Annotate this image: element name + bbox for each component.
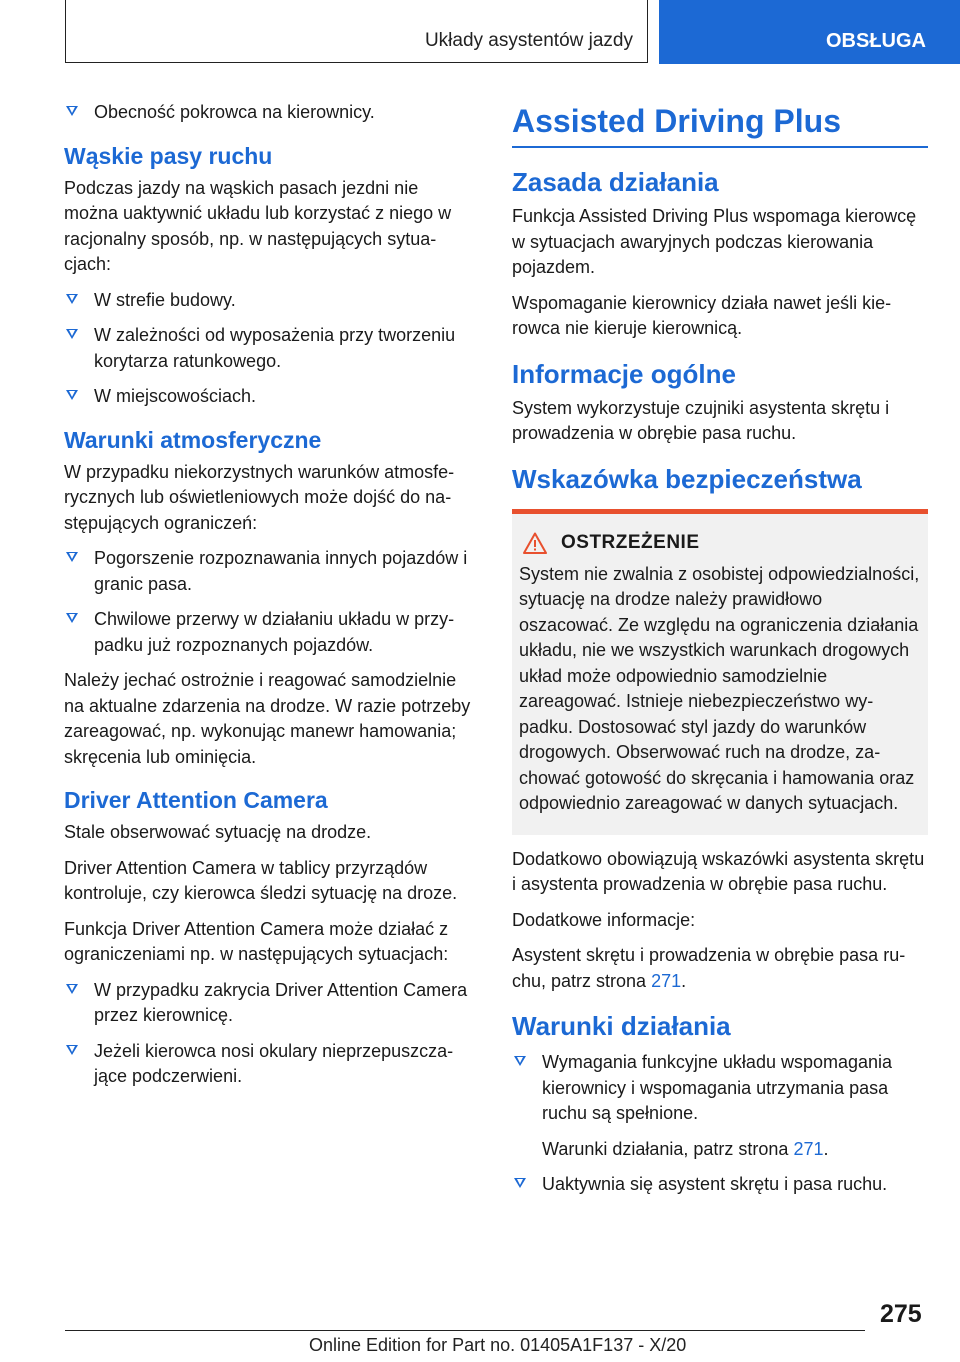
triangle-bullet-icon	[514, 1178, 526, 1188]
heading-principle: Zasada działania	[512, 167, 719, 197]
heading-driver-camera: Driver Attention Camera	[64, 787, 328, 813]
page-title: Assisted Driving Plus	[512, 100, 928, 148]
page-number: 275	[880, 1300, 922, 1328]
list-item: Chwilowe przerwy w działaniu układu w przypadku już rozpoznanych pojazdów.	[64, 607, 476, 658]
heading-weather: Warunki atmosferyczne	[64, 426, 322, 453]
heading-conditions: Warunki działania	[512, 1011, 731, 1041]
triangle-bullet-icon	[66, 984, 78, 994]
list-item: W przypadku zakrycia Driver Attention Camera przez kierownicę.	[64, 978, 476, 1029]
tab-obsluga[interactable]	[659, 0, 960, 64]
triangle-bullet-icon	[66, 329, 78, 339]
page-link[interactable]: 271	[651, 970, 682, 991]
list-item: Pogorszenie rozpoznawania innych pojazdów i granic pasa.	[64, 546, 476, 597]
list-item: W zależności od wyposażenia przy tworzeniu korytarza ratunkowego.	[64, 323, 476, 374]
paragraph: Podczas jazdy na wąskich pasach jezdni nie można uaktywnić układu lub korzystać z niego w racjonalny sposób, np. w następujących sytuacjach:	[64, 177, 452, 274]
triangle-bullet-icon	[514, 1056, 526, 1066]
tab-label: OBSŁUGA	[826, 30, 926, 52]
narrow-lanes-list	[64, 288, 476, 410]
warning-header	[519, 532, 920, 554]
paragraph: W przypadku niekorzystnych warunków atmosferycznych lub oświetleniowych może dojść do następujących ograniczeń:	[64, 461, 455, 533]
warning-label: OSTRZEŻENIE	[561, 531, 700, 553]
paragraph: Asystent skrętu i prowadzenia w obrębie pasa ruchu, patrz strona 271.	[512, 945, 906, 991]
paragraph: Dodatkowe informacje:	[512, 909, 696, 930]
paragraph: Warunki działania, patrz strona 271.	[542, 1138, 829, 1159]
section-title: Układy asystentów jazdy	[424, 30, 633, 51]
list-item: Wymagania funkcyjne układu wspomagania kierownicy i wspomagania utrzymania pasa ruchu są spełnione.	[512, 1050, 928, 1127]
triangle-bullet-icon	[66, 552, 78, 562]
list-item: Uaktywnia się asystent skrętu i pasa ruchu.	[512, 1172, 928, 1198]
warning-text: System nie zwalnia z osobistej odpowiedzialności, sytuację na drodze należy prawidłowo oszacować. Ze względu na ograniczenia działania układu, nie we wszystkich warunkach drogowych układ może odpowiednio samodzielnie zareagować. Istnieje niebezpieczeństwo wypadku. Dostosować styl jazdy do warunków drogowych. Obserwować ruch na drodze, zachować gotowość do skręcania i hamowania oraz odpowiednio zareagować w danych sytuacjach.	[519, 563, 920, 813]
heading-safety: Wskazówka bezpieczeństwa	[512, 463, 862, 494]
intro-list	[64, 100, 476, 126]
right-column	[512, 100, 928, 1208]
paragraph: Driver Attention Camera w tablicy przyrządów kontroluje, czy kierowca śledzi sytuację na droze.	[64, 857, 458, 903]
triangle-bullet-icon	[66, 106, 78, 116]
conditions-list	[512, 1050, 928, 1127]
paragraph: Dodatkowo obowiązują wskazówki asystenta skrętu i asystenta prowadzenia w obrębie pasa ruchu.	[512, 848, 925, 894]
conditions-list-2	[512, 1172, 928, 1198]
list-item: W miejscowościach.	[64, 384, 476, 410]
list-item: W strefie budowy.	[64, 288, 476, 314]
triangle-bullet-icon	[66, 613, 78, 623]
list-item: Obecność pokrowca na kierownicy.	[64, 100, 476, 126]
page-link[interactable]: 271	[793, 1138, 824, 1159]
paragraph: Wspomaganie kierownicy działa nawet jeśli kierowca nie kieruje kierownicą.	[512, 292, 892, 338]
paragraph: System wykorzystuje czujniki asystenta skrętu i prowadzenia w obrębie pasa ruchu.	[512, 397, 890, 443]
list-item: Jeżeli kierowca nosi okulary nieprzepuszczające podczerwieni.	[64, 1039, 476, 1090]
footer-edition: Online Edition for Part no. 01405A1F137 - X/20	[309, 1335, 687, 1355]
paragraph: Funkcja Driver Attention Camera może działać z ograniczeniami np. w następujących sytuacjach:	[64, 918, 449, 964]
footer-divider	[65, 1330, 865, 1331]
left-column	[64, 100, 476, 1100]
triangle-bullet-icon	[66, 390, 78, 400]
warning-triangle-icon	[523, 532, 547, 554]
heading-narrow-lanes: Wąskie pasy ruchu	[64, 142, 273, 169]
camera-list	[64, 978, 476, 1090]
heading-general-info: Informacje ogólne	[512, 358, 736, 389]
paragraph: Funkcja Assisted Driving Plus wspomaga kierowcę w sytuacjach awaryjnych podczas kierowania pojazdem.	[512, 206, 917, 277]
header-box	[65, 0, 648, 63]
warning-box	[512, 509, 928, 835]
paragraph: Należy jechać ostrożnie i reagować samodzielnie na aktualne zdarzenia na drodze. W razie potrzeby zareagować, np. wykonując manewr hamowania; skręcenia lub ominięcia.	[64, 670, 471, 767]
triangle-bullet-icon	[66, 1045, 78, 1055]
weather-list	[64, 546, 476, 658]
paragraph: Stale obserwować sytuację na drodze.	[64, 822, 372, 842]
triangle-bullet-icon	[66, 294, 78, 304]
